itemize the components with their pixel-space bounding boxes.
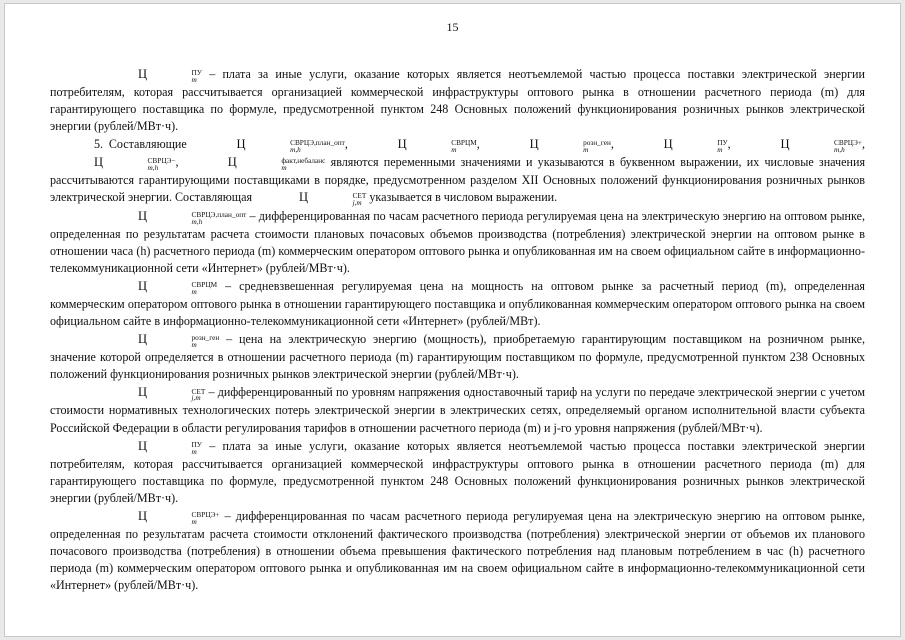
paragraph-pu [50,66,865,135]
page-number: 15 [446,20,459,34]
symbol-c-svrcz-minus: Ц СВРЦЭ− m,h [94,155,176,173]
paragraph-text: – средневзвешенная регулируемая цена на мощность на оптовом рынке за расчетный период (m), определенная коммерческим оператором оптового рынка в отношении гарантирующего поставщика и опубликованная коммерческим оператором оптового рынка на своем официальном сайте в информационно-телекоммуникационной сети «Интернет» (рублей/МВт). [50,279,865,329]
paragraph-svrcz-plan [50,208,865,277]
symbol-c-set: Ц СЕТ j,m [299,190,367,208]
paragraph-text: – плата за иные услуги, оказание которых является неотъемлемой частью процесса поставки электрической энергии потребителям, которая рассчитывается организацией коммерческой инфраструктуры оптового рынка в отношении расчетного периода (m) для гарантирующего поставщика по формуле, предусмотренной пунктом 248 Основных положений функционирования розничных рынков электрической энергии (рублей/МВт·ч). [50,438,865,505]
paragraph-text: – дифференцированная по часам расчетного периода регулируемая цена на электрическую энергию на оптовом рынке, определенная по результатам расчета стоимости плановых почасовых объемов производства (потребления) электрической энергии на оптовом рынке в отношении часа (h) расчетного периода (m) коммерческим оператором оптового рынка и опубликованная им на своем официальном сайте в информационно-телекоммуникационной сети «Интернет» (рублей/МВт·ч). [50,209,865,276]
paragraph-components: 5. Составляющие Ц СВРЦЭ,план_опт m,h , Ц СВРЦМ m , Ц розн_ген m , Ц ПУ m , Ц СВРЦЭ+ m,h , Ц СВРЦЭ− m,h , Ц факт,небаланс m являются переменными значениями и указываются в буквенном выражении, их числовые значения рассчитываются гарантирующими поставщиками в порядке, предусмотренном разделом XII Основных положений функционирования розничных рынков электрической энергии. Составляющая Ц СЕТ j,m указывается в числовом выражении. [50,137,866,208]
symbol-c-set: Ц СЕТ j,m [138,385,206,403]
document-page [4,3,901,637]
paragraph-text: – дифференцированный по уровням напряжения одноставочный тариф на услуги по передаче электрической энергии с учетом стоимости нормативных технологических потерь электрической энергии в электрических сетях, определяемый органом исполнительной власти субъекта Российской Федерации в области регулирования тарифов в отношении расчетного периода (m) и j-го уровня напряжения (рублей/МВт·ч). [50,385,865,435]
paragraph-text: – дифференцированная по часам расчетного периода регулируемая цена на электрическую энергию на оптовом рынке, определенная по результатам расчета стоимости отклонений фактического производства (потребления) электрической энергии от объемов их планового почасового производства (потребления) в отношении объема превышения фактического потребления над плановым потреблением в час (h) расчетного периода (m) коммерческим оператором оптового рынка и опубликованная им на своем официальном сайте в информационно-телекоммуникационной сети «Интернет» (рублей/МВт·ч). [50,508,865,592]
symbol-c-pu: Ц ПУ m [138,67,202,84]
symbol-c-svrcm: Ц СВРЦМ m [397,137,477,155]
paragraph-svrcm [50,278,865,330]
symbol-c-rozn-gen: Ц розн_ген m [529,137,611,155]
symbol-c-pu: Ц ПУ m [138,438,202,456]
paragraph-svrcz-plus [50,508,865,594]
paragraph-rozn-gen [50,331,865,383]
symbol-c-svrcz-plus: Ц СВРЦЭ+ m,h [780,137,862,155]
symbol-c-svrcz-plan: Ц СВРЦЭ,план_опт m,h [138,209,247,227]
paragraph-text: – плата за иные услуги, оказание которых является неотъемлемой частью процесса поставки электрической энергии потребителям, которая рассчитывается организацией коммерческой инфраструктуры оптового рынка в отношении расчетного периода (m) для гарантирующего поставщика по формуле, предусмотренной пунктом 248 Основных положений функционирования розничных рынков электрической энергии (рублей/МВт·ч). [50,67,865,134]
symbol-c-pu-short: Ц ПУ m [663,137,728,155]
paragraph-set [50,384,865,436]
symbol-c-svrcz-plus: Ц СВРЦЭ+ m [138,508,220,526]
symbol-c-svrcm: Ц СВРЦМ m [138,279,218,297]
document-body [50,66,865,594]
symbol-c-fakt-nebalans: Ц факт,небаланс m [227,155,326,173]
symbol-c-svrcz-plan: Ц СВРЦЭ,план_опт m,h [236,137,345,155]
paragraph-text: – цена на электрическую энергию (мощность), приобретаемую гарантирующим поставщиком на розничном рынке, значение которой определяется в отношении расчетного периода (m) гарантирующим поставщиком по формуле, предусмотренной пунктом 238 Основных положений функционирования розничных рынков электрической энергии (рублей/МВт·ч). [50,332,865,382]
symbol-c-rozn-gen: Ц розн_ген m [138,332,220,350]
paragraph-pu-2 [50,438,865,507]
